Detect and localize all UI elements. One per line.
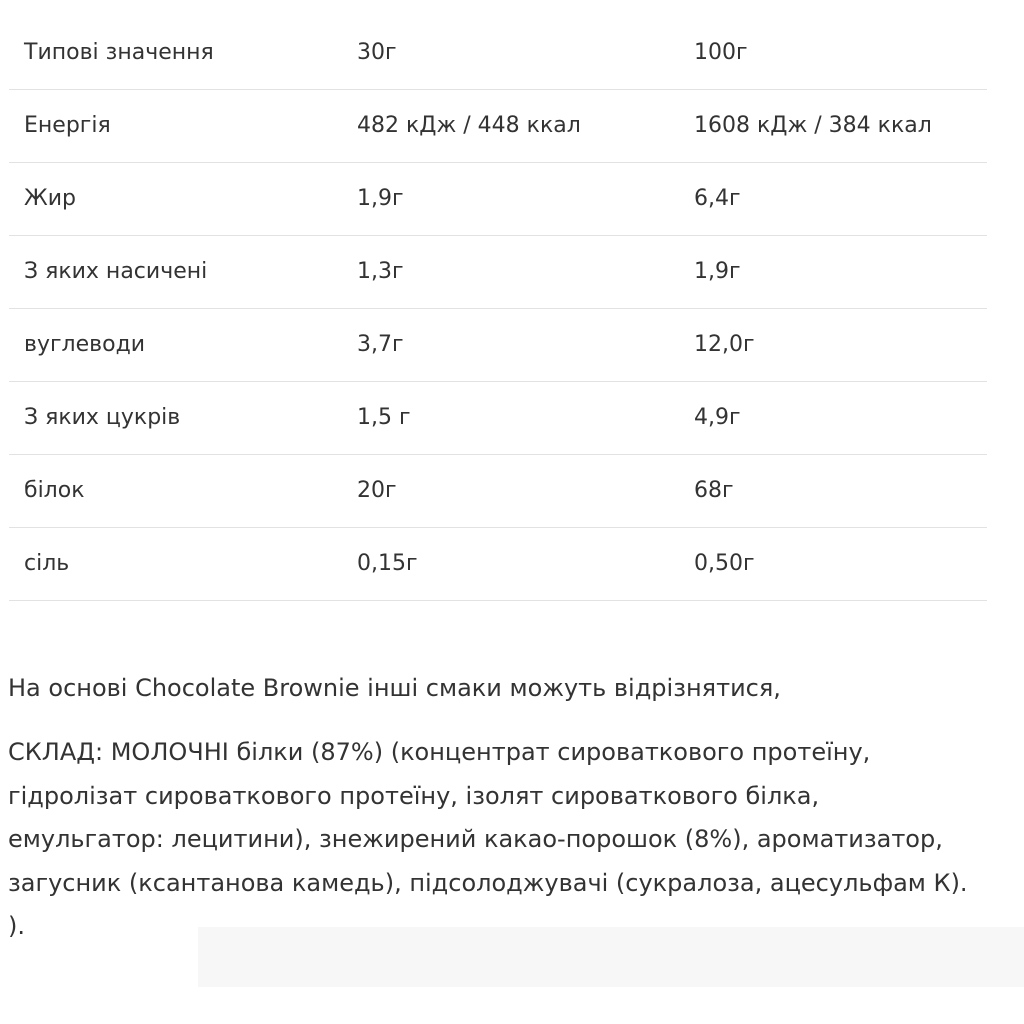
table-row <box>9 382 987 455</box>
table-row <box>9 90 987 163</box>
row-per-30g: 1,5 г <box>342 382 679 455</box>
row-per-100g: 0,50г <box>679 528 987 601</box>
header-per-30g: 30г <box>342 17 679 90</box>
table-row <box>9 455 987 528</box>
row-name: сіль <box>9 528 342 601</box>
row-per-30g: 3,7г <box>342 309 679 382</box>
header-per-100g: 100г <box>679 17 987 90</box>
row-name: Жир <box>9 163 342 236</box>
row-per-100g: 68г <box>679 455 987 528</box>
row-per-30g: 1,9г <box>342 163 679 236</box>
table-header-row <box>9 17 987 90</box>
row-name: білок <box>9 455 342 528</box>
row-per-30g: 1,3г <box>342 236 679 309</box>
row-per-30g: 0,15г <box>342 528 679 601</box>
row-name: З яких цукрів <box>9 382 342 455</box>
flavor-note: На основі Chocolate Brownie інші смаки можуть відрізнятися, <box>8 674 781 702</box>
composition-text <box>8 731 1008 949</box>
row-per-100g: 1,9г <box>679 236 987 309</box>
table-row <box>9 528 987 601</box>
row-per-30g: 482 кДж / 448 ккал <box>342 90 679 163</box>
row-name: З яких насичені <box>9 236 342 309</box>
row-name: вуглеводи <box>9 309 342 382</box>
table-row <box>9 163 987 236</box>
row-per-100g: 1608 кДж / 384 ккал <box>679 90 987 163</box>
row-per-100g: 6,4г <box>679 163 987 236</box>
composition-line: емульгатор: лецитини), знежирений какао-порошок (8%), ароматизатор, <box>8 825 943 853</box>
bottom-panel <box>198 927 1024 987</box>
nutrition-table <box>9 17 987 601</box>
composition-line: гідролізат сироваткового протеїну, ізолят сироваткового білка, <box>8 781 820 810</box>
table-row <box>9 236 987 309</box>
row-per-100g: 12,0г <box>679 309 987 382</box>
table-row <box>9 309 987 382</box>
header-name: Типові значення <box>9 17 342 90</box>
composition-line: загусник (ксантанова камедь), підсолоджувачі (сукралоза, ацесульфам К). <box>8 868 968 897</box>
row-per-100g: 4,9г <box>679 382 987 455</box>
composition-line: СКЛАД: МОЛОЧНІ білки (87%) (концентрат сироваткового протеїну, <box>8 738 871 766</box>
row-per-30g: 20г <box>342 455 679 528</box>
composition-line: ). <box>8 912 25 940</box>
row-name: Енергія <box>9 90 342 163</box>
